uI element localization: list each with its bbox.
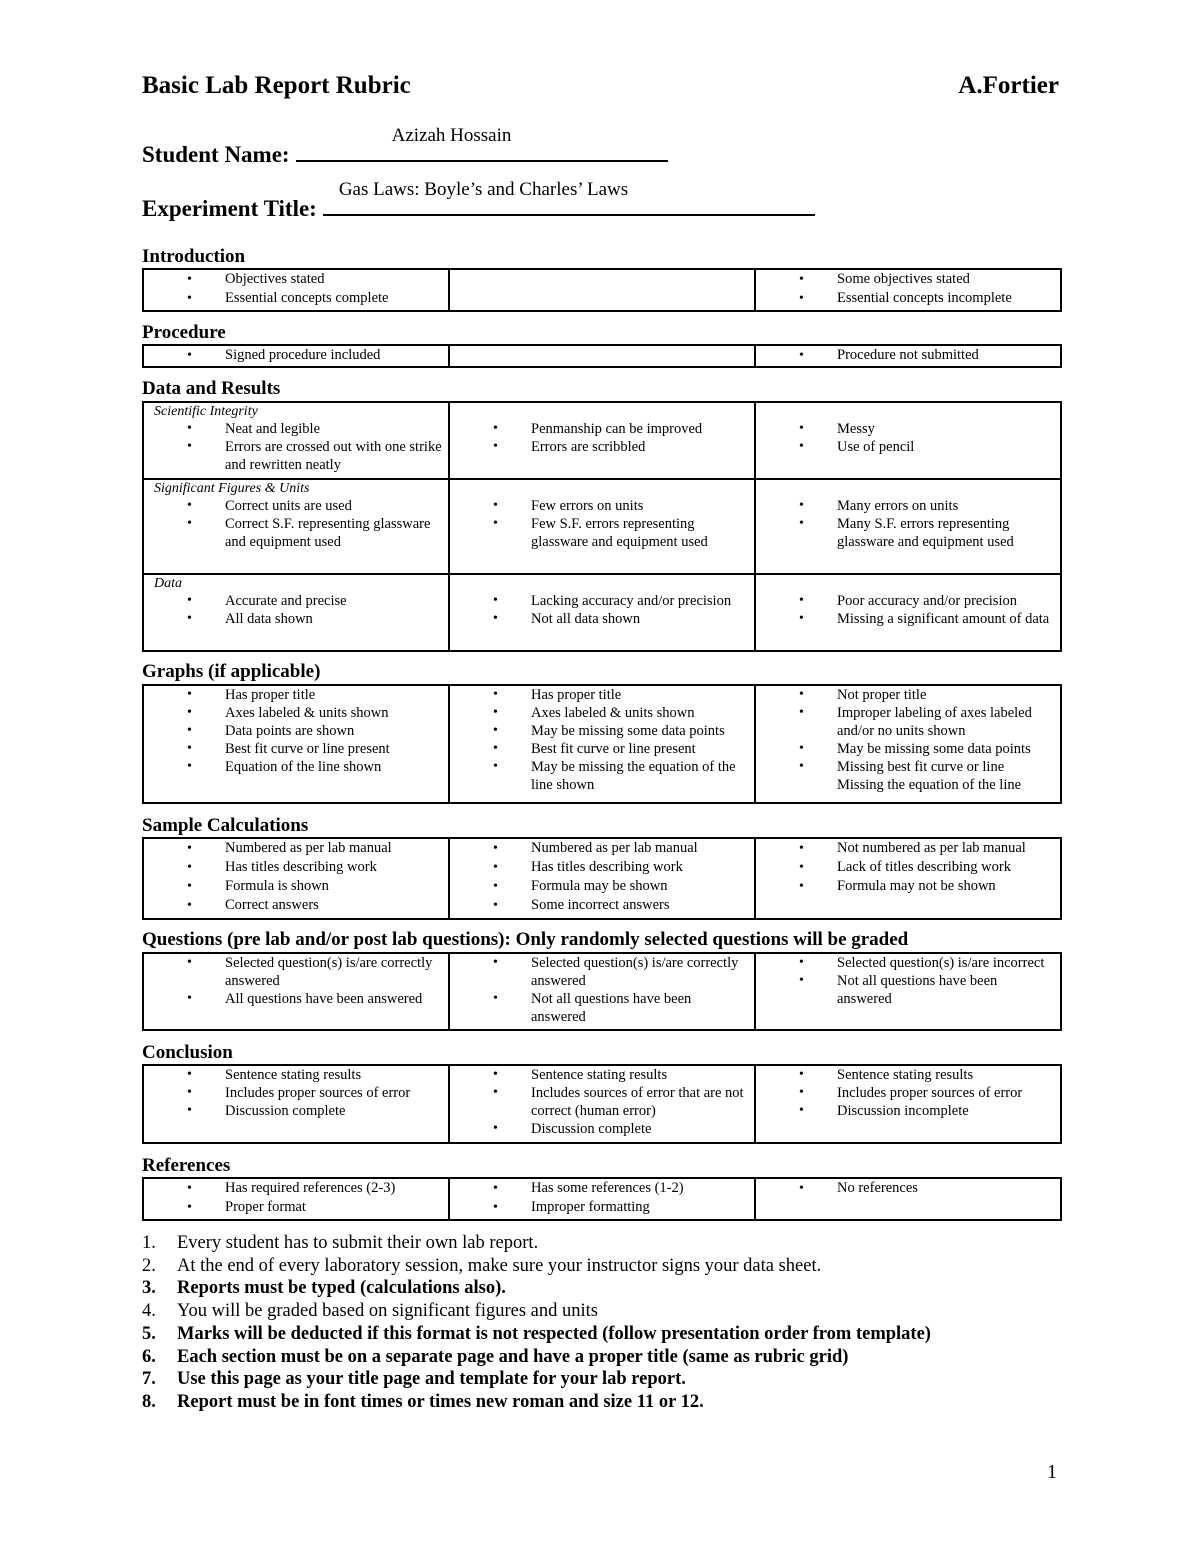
references-col-fair <box>449 1178 755 1220</box>
criteria-item: • Formula may not be shown <box>756 877 1060 896</box>
criteria-item: • Correct S.F. representing glassware and equipment used <box>144 515 448 551</box>
references-table <box>142 1177 1062 1221</box>
table-row <box>143 685 1061 803</box>
criteria-item: • Messy <box>756 420 1060 438</box>
intro-col-fair <box>449 269 755 311</box>
introduction-table <box>142 268 1062 312</box>
criteria-item: • Axes labeled & units shown <box>450 704 754 722</box>
criteria-item: • Numbered as per lab manual <box>144 839 448 858</box>
criteria-item: • All questions have been answered <box>144 990 448 1008</box>
instruction-item <box>142 1277 1042 1300</box>
calculations-table <box>142 837 1062 920</box>
criteria-item: • Sentence stating results <box>144 1066 448 1084</box>
criteria-item: • Has titles describing work <box>450 858 754 877</box>
experiment-title-label: Experiment Title: <box>142 196 317 221</box>
instruction-text: Report must be in font times or times new roman and size 11 or 12. <box>177 1391 704 1412</box>
criteria-list <box>756 839 1060 896</box>
student-name-value: Azizah Hossain <box>391 125 512 146</box>
criteria-item: • Missing a significant amount of data <box>756 610 1060 628</box>
instruction-text: Use this page as your title page and template for your lab report. <box>177 1369 686 1390</box>
criteria-list <box>144 270 448 308</box>
criteria-list <box>450 1066 754 1138</box>
instruction-number: 8. <box>142 1391 156 1412</box>
experiment-title-value: Gas Laws: Boyle’s and Charles’ Laws <box>338 179 629 200</box>
questions-col-fair <box>449 953 755 1030</box>
criteria-item: • Proper format <box>144 1198 448 1217</box>
table-row <box>143 402 1061 479</box>
questions-heading: Questions (pre lab and/or post lab questions): Only randomly selected questions will be graded <box>142 929 909 950</box>
questions-table <box>142 952 1062 1031</box>
conclusion-table <box>142 1064 1062 1144</box>
criteria-list <box>144 954 448 1008</box>
criteria-item: • Includes proper sources of error <box>756 1084 1060 1102</box>
criteria-item: • Has titles describing work <box>144 858 448 877</box>
instructions-list <box>142 1232 1042 1414</box>
procedure-col-fair <box>449 345 755 367</box>
criteria-list <box>756 686 1060 794</box>
criteria-item: • Selected question(s) is/are incorrect <box>756 954 1060 972</box>
instruction-text: Marks will be deducted if this format is not respected (follow presentation order from template) <box>177 1323 931 1344</box>
criteria-item: • Not proper title <box>756 686 1060 704</box>
criteria-item: • May be missing some data points <box>450 722 754 740</box>
criteria-item: • No references <box>756 1179 1060 1198</box>
criteria-list <box>144 346 448 365</box>
procedure-col-good <box>143 345 449 367</box>
criteria-item: • Procedure not submitted <box>756 346 1060 365</box>
instruction-text: You will be graded based on significant figures and units <box>177 1301 598 1322</box>
data-col-fair <box>449 574 755 651</box>
criteria-item: • Discussion complete <box>450 1120 754 1138</box>
procedure-heading: Procedure <box>142 322 226 343</box>
criteria-item: • May be missing some data points <box>756 740 1060 758</box>
instruction-number: 3. <box>142 1278 156 1299</box>
criteria-list <box>144 686 448 776</box>
criteria-item: • Not all questions have been answered <box>756 972 1060 1008</box>
criteria-item: • Penmanship can be improved <box>450 420 754 438</box>
figures-col-fair <box>449 479 755 574</box>
criteria-item: • Discussion incomplete <box>756 1102 1060 1120</box>
criteria-list <box>450 839 754 915</box>
author-name: A.Fortier <box>958 72 1059 99</box>
calc-col-poor <box>755 838 1061 919</box>
table-row <box>143 1065 1061 1143</box>
scientific-integrity-subheading: Scientific Integrity <box>154 404 258 419</box>
criteria-item: • Not numbered as per lab manual <box>756 839 1060 858</box>
intro-col-good <box>143 269 449 311</box>
criteria-item: • Signed procedure included <box>144 346 448 365</box>
instruction-number: 5. <box>142 1323 156 1344</box>
criteria-item: • Best fit curve or line present <box>144 740 448 758</box>
table-row <box>143 574 1061 651</box>
instruction-text: At the end of every laboratory session, make sure your instructor signs your data sheet. <box>177 1255 822 1276</box>
student-name-field <box>142 125 668 168</box>
criteria-list <box>144 839 448 915</box>
criteria-item: • Many errors on units <box>756 497 1060 515</box>
table-row <box>143 953 1061 1030</box>
criteria-item: • Missing best fit curve or line Missing the equation of the line <box>756 758 1060 794</box>
criteria-item: • Objectives stated <box>144 270 448 289</box>
calc-col-fair <box>449 838 755 919</box>
criteria-list <box>756 497 1060 551</box>
instruction-item <box>142 1368 1042 1391</box>
significant-figures-subheading: Significant Figures & Units <box>154 481 310 496</box>
instruction-text: Reports must be typed (calculations also). <box>177 1278 506 1299</box>
calc-col-good <box>143 838 449 919</box>
intro-col-poor <box>755 269 1061 311</box>
criteria-list <box>450 497 754 551</box>
criteria-item: • Correct units are used <box>144 497 448 515</box>
criteria-item: • Not all questions have been answered <box>450 990 754 1026</box>
instruction-item <box>142 1255 1042 1278</box>
integrity-col-good <box>143 402 449 479</box>
criteria-list <box>450 420 754 456</box>
criteria-item: • Improper formatting <box>450 1198 754 1217</box>
criteria-list <box>144 1066 448 1120</box>
criteria-list <box>144 592 448 628</box>
conclusion-col-fair <box>449 1065 755 1143</box>
references-heading: References <box>142 1155 231 1176</box>
instruction-item <box>142 1300 1042 1323</box>
criteria-item: • Discussion complete <box>144 1102 448 1120</box>
student-name-label: Student Name: <box>142 142 290 167</box>
criteria-item: • Has some references (1-2) <box>450 1179 754 1198</box>
criteria-list <box>756 270 1060 308</box>
criteria-list <box>756 592 1060 628</box>
criteria-item: • Errors are scribbled <box>450 438 754 456</box>
data-results-heading: Data and Results <box>142 378 281 399</box>
graphs-heading: Graphs (if applicable) <box>142 661 321 682</box>
instruction-number: 2. <box>142 1255 156 1276</box>
table-row <box>143 479 1061 574</box>
criteria-item: • All data shown <box>144 610 448 628</box>
criteria-item: • Sentence stating results <box>756 1066 1060 1084</box>
integrity-col-fair <box>449 402 755 479</box>
data-col-poor <box>755 574 1061 651</box>
instruction-number: 6. <box>142 1346 156 1367</box>
criteria-list <box>756 420 1060 456</box>
student-name-line[interactable] <box>296 125 668 162</box>
graphs-col-poor <box>755 685 1061 803</box>
table-row <box>143 269 1061 311</box>
graphs-col-fair <box>449 685 755 803</box>
criteria-item: • Some incorrect answers <box>450 896 754 915</box>
criteria-list <box>144 497 448 551</box>
page-number: 1 <box>1047 1461 1057 1483</box>
integrity-col-poor <box>755 402 1061 479</box>
criteria-item: • Selected question(s) is/are correctly answered <box>450 954 754 990</box>
table-row <box>143 345 1061 367</box>
instruction-number: 1. <box>142 1233 156 1253</box>
instruction-item <box>142 1346 1042 1369</box>
instruction-text: Every student has to submit their own lab report. <box>177 1233 539 1253</box>
criteria-item: • Best fit curve or line present <box>450 740 754 758</box>
conclusion-col-poor <box>755 1065 1061 1143</box>
criteria-item: • Poor accuracy and/or precision <box>756 592 1060 610</box>
experiment-title-field <box>142 179 815 222</box>
criteria-item: • Use of pencil <box>756 438 1060 456</box>
questions-col-good <box>143 953 449 1030</box>
instruction-number: 4. <box>142 1301 156 1322</box>
criteria-list <box>756 346 1060 365</box>
criteria-item: • Selected question(s) is/are correctly answered <box>144 954 448 990</box>
table-row <box>143 1178 1061 1220</box>
criteria-item: • Accurate and precise <box>144 592 448 610</box>
instruction-item <box>142 1232 1042 1255</box>
table-row <box>143 838 1061 919</box>
figures-col-poor <box>755 479 1061 574</box>
procedure-table <box>142 344 1062 368</box>
criteria-item: • Improper labeling of axes labeled and/or no units shown <box>756 704 1060 740</box>
references-col-good <box>143 1178 449 1220</box>
criteria-item: • Lacking accuracy and/or precision <box>450 592 754 610</box>
experiment-title-line[interactable] <box>323 179 815 216</box>
criteria-item: • Sentence stating results <box>450 1066 754 1084</box>
procedure-col-poor <box>755 345 1061 367</box>
criteria-list <box>450 1179 754 1217</box>
criteria-item: • Correct answers <box>144 896 448 915</box>
criteria-item: • Includes sources of error that are not correct (human error) <box>450 1084 754 1120</box>
criteria-item: • Not all data shown <box>450 610 754 628</box>
document-title: Basic Lab Report Rubric <box>142 72 411 99</box>
criteria-item: • Neat and legible <box>144 420 448 438</box>
instruction-item <box>142 1391 1042 1414</box>
criteria-item: • Equation of the line shown <box>144 758 448 776</box>
criteria-item: • Formula may be shown <box>450 877 754 896</box>
criteria-item: • Many S.F. errors representing glassware and equipment used <box>756 515 1060 551</box>
criteria-item: • May be missing the equation of the line shown <box>450 758 754 794</box>
criteria-list <box>756 954 1060 1008</box>
criteria-item: • Some objectives stated <box>756 270 1060 289</box>
criteria-list <box>450 686 754 794</box>
criteria-item: • Data points are shown <box>144 722 448 740</box>
instruction-item <box>142 1323 1042 1346</box>
criteria-item: • Has proper title <box>450 686 754 704</box>
calculations-heading: Sample Calculations <box>142 815 309 836</box>
criteria-item: • Has required references (2-3) <box>144 1179 448 1198</box>
instruction-number: 7. <box>142 1369 156 1390</box>
criteria-item: • Lack of titles describing work <box>756 858 1060 877</box>
questions-col-poor <box>755 953 1061 1030</box>
instruction-text: Each section must be on a separate page and have a proper title (same as rubric grid) <box>177 1346 849 1367</box>
data-results-table <box>142 401 1062 652</box>
criteria-list <box>144 1179 448 1217</box>
criteria-item: • Includes proper sources of error <box>144 1084 448 1102</box>
criteria-item: • Numbered as per lab manual <box>450 839 754 858</box>
conclusion-heading: Conclusion <box>142 1042 233 1063</box>
conclusion-col-good <box>143 1065 449 1143</box>
criteria-list <box>756 1179 1060 1198</box>
criteria-item: • Errors are crossed out with one strike and rewritten neatly <box>144 438 448 474</box>
criteria-item: • Has proper title <box>144 686 448 704</box>
graphs-col-good <box>143 685 449 803</box>
criteria-item: • Few errors on units <box>450 497 754 515</box>
data-col-good <box>143 574 449 651</box>
criteria-item: • Few S.F. errors representing glassware and equipment used <box>450 515 754 551</box>
introduction-heading: Introduction <box>142 246 246 267</box>
criteria-list <box>756 1066 1060 1120</box>
criteria-item: • Formula is shown <box>144 877 448 896</box>
criteria-item: • Essential concepts complete <box>144 289 448 308</box>
criteria-item: • Axes labeled & units shown <box>144 704 448 722</box>
criteria-list <box>144 420 448 474</box>
criteria-item: • Essential concepts incomplete <box>756 289 1060 308</box>
graphs-table <box>142 684 1062 804</box>
criteria-list <box>450 592 754 628</box>
references-col-poor <box>755 1178 1061 1220</box>
figures-col-good <box>143 479 449 574</box>
data-subheading: Data <box>154 576 182 591</box>
criteria-list <box>450 954 754 1026</box>
